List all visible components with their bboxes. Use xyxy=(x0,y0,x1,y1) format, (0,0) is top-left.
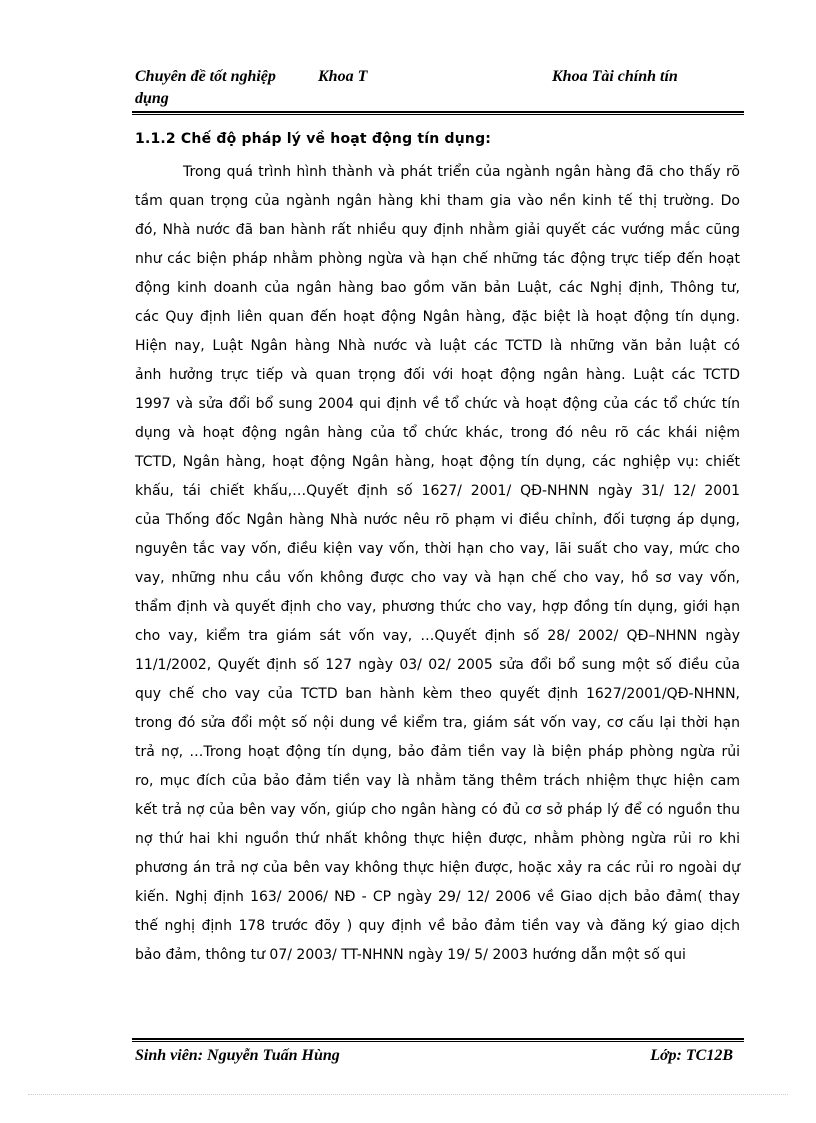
body-line: động kinh doanh của ngân hàng bao gồm văn bản Luật, các Nghị định, Thông tư, xyxy=(135,280,740,296)
body-line: bảo đảm, thông tư 07/ 2003/ TT-NHNN ngày 19/ 5/ 2003 hướng dẫn một số qui xyxy=(135,947,686,963)
footer-rule-thin xyxy=(132,1041,744,1042)
body-line: trả nợ, …Trong hoạt động tín dụng, bảo đảm tiền vay là biện pháp phòng ngừa rủi xyxy=(135,744,740,760)
body-line: như các biện pháp nhằm phòng ngừa và hạn chế những tác động trực tiếp đến hoạt xyxy=(135,251,740,267)
body-line: kết trả nợ của bên vay vốn, giúp cho ngân hàng có đủ cơ sở pháp lý để có nguồn thu xyxy=(135,802,740,818)
header-faculty-label: Khoa Tài chính tín xyxy=(552,68,678,85)
body-line: 1997 và sửa đổi bổ sung 2004 qui định về tổ chức và hoạt động của các tổ chức tín xyxy=(135,396,740,412)
body-line: dụng và hoạt động ngân hàng của tổ chức khác, trong đó nêu rõ các khái niệm xyxy=(135,425,740,441)
body-line: nợ thứ hai khi nguồn thứ nhất không thực hiện được, nhằm phòng ngừa rủi ro khi xyxy=(135,831,740,847)
body-line: trong đó sửa đổi một số nội dung về kiểm tra, giám sát vốn vay, cơ cấu lại thời hạn xyxy=(135,715,740,731)
body-line: Hiện nay, Luật Ngân hàng Nhà nước và luật các TCTD là những văn bản luật có xyxy=(135,338,740,354)
body-line: đó, Nhà nước đã ban hành rất nhiều quy định nhằm giải quyết các vướng mắc cũng xyxy=(135,222,740,238)
body-line: vay, những nhu cầu vốn không được cho vay và hạn chế cho vay, hồ sơ vay vốn, xyxy=(135,570,740,586)
section-title: 1.1.2 Chế độ pháp lý về hoạt động tín dụng: xyxy=(135,131,492,147)
header-faculty-short: Khoa T xyxy=(318,68,368,85)
footer-student: Sinh viên: Nguyễn Tuấn Hùng xyxy=(135,1047,340,1064)
header-thesis-label: Chuyên đề tốt nghiệp xyxy=(135,68,276,85)
body-line: ro, mục đích của bảo đảm tiền vay là nhằm tăng thêm trách nhiệm thực hiện cam xyxy=(135,773,740,789)
body-line: cho vay, kiểm tra giám sát vốn vay, …Quyết định số 28/ 2002/ QĐ–NHNN ngày xyxy=(135,628,740,644)
footer-rule xyxy=(132,1038,744,1040)
footer-class: Lớp: TC12B xyxy=(650,1047,733,1064)
body-line: thẩm định và quyết định cho vay, phương thức cho vay, hợp đồng tín dụng, giới hạn xyxy=(135,599,740,615)
body-line: quy chế cho vay của TCTD ban hành kèm theo quyết định 1627/2001/QĐ-NHNN, xyxy=(135,686,740,702)
body-line: khấu, tái chiết khấu,…Quyết định số 1627/ 2001/ QĐ-NHNN ngày 31/ 12/ 2001 xyxy=(135,483,740,499)
body-line: 11/1/2002, Quyết định số 127 ngày 03/ 02/ 2005 sửa đổi bổ sung một số điều của xyxy=(135,657,740,673)
body-line: các Quy định liên quan đến hoạt động Ngân hàng, đặc biệt là hoạt động tín dụng. xyxy=(135,309,740,325)
body-line: của Thống đốc Ngân hàng Nhà nước nêu rõ phạm vi điều chỉnh, đối tượng áp dụng, xyxy=(135,512,740,528)
body-line: thế nghị định 178 trước đõy ) quy định về bảo đảm tiền vay và đăng ký giao dịch xyxy=(135,918,740,934)
header-rule xyxy=(132,111,744,113)
header-rule-thin xyxy=(132,114,744,115)
body-line: Trong quá trình hình thành và phát triển của ngành ngân hàng đã cho thấy rõ xyxy=(183,164,740,180)
header-faculty-continued: dụng xyxy=(135,90,169,107)
body-text xyxy=(135,158,740,970)
page-break-divider xyxy=(28,1094,788,1095)
body-line: tầm quan trọng của ngành ngân hàng khi tham gia vào nền kinh tế thị trường. Do xyxy=(135,193,740,209)
body-line: nguyên tắc vay vốn, điều kiện vay vốn, thời hạn cho vay, lãi suất cho vay, mức cho xyxy=(135,541,740,557)
body-line: TCTD, Ngân hàng, hoạt động Ngân hàng, hoạt động tín dụng, các nghiệp vụ: chiết xyxy=(135,454,740,470)
body-line: kiến. Nghị định 163/ 2006/ NĐ - CP ngày 29/ 12/ 2006 về Giao dịch bảo đảm( thay xyxy=(135,889,740,905)
body-line: ảnh hưởng trực tiếp và quan trọng đối với hoạt động ngân hàng. Luật các TCTD xyxy=(135,367,740,383)
body-line: phương án trả nợ của bên vay không thực hiện được, hoặc xảy ra các rủi ro ngoài dự xyxy=(135,860,740,876)
